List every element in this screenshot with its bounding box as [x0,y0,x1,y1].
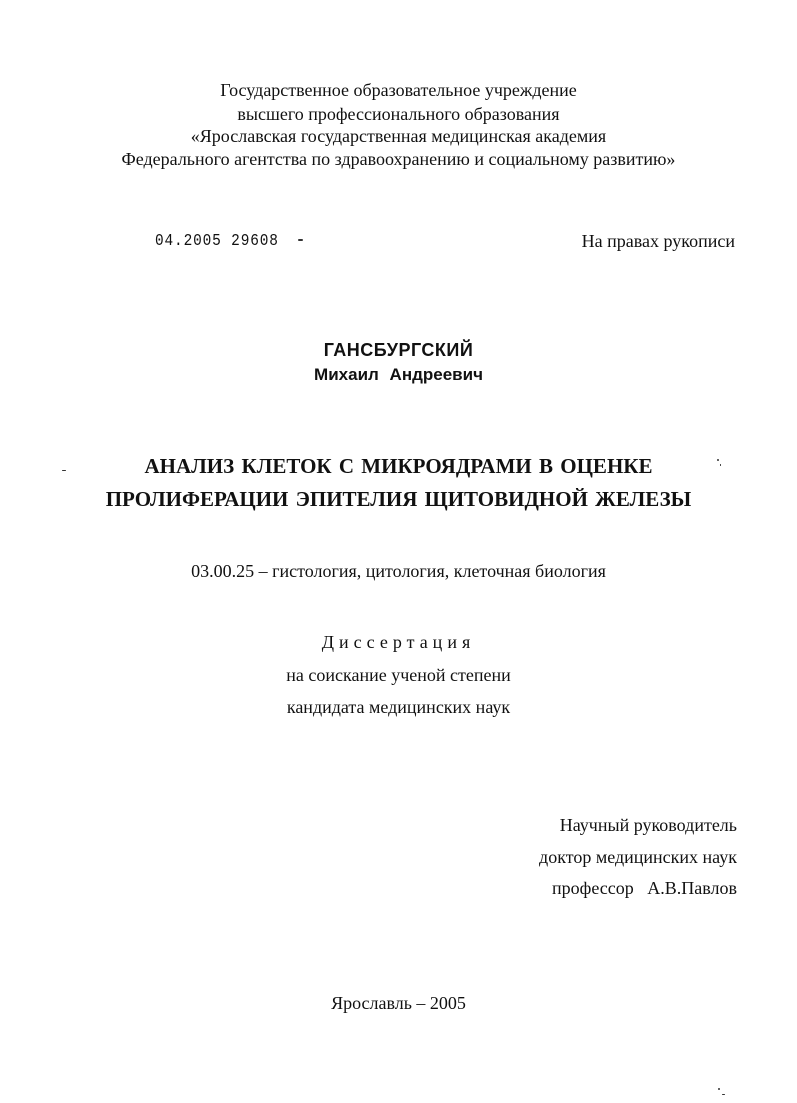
title-line-1: АНАЛИЗ КЛЕТОК С МИКРОЯДРАМИ В ОЦЕНКЕ [144,454,653,478]
scan-speck [722,1094,725,1095]
institution-line-2: высшего профессионального образования [237,104,560,124]
registry-number: 04.2005 29608 [155,232,279,251]
institution-line-3: «Ярославская государственная медицинская академия [190,126,607,146]
supervisor-degree: доктор медицинских наук [539,847,737,867]
dissertation-line-2: кандидата медицинских наук [286,697,511,717]
specialty: 03.00.25 – гистология, цитология, клеточная биология [191,561,606,581]
title-line-2: ПРОЛИФЕРАЦИИ ЭПИТЕЛИЯ ЩИТОВИДНОЙ ЖЕЛЕЗЫ [105,487,692,511]
scan-speck [718,1088,720,1090]
scan-speck [717,459,719,461]
supervisor-name: профессор А.В.Павлов [552,878,737,898]
supervisor-role: Научный руководитель [559,815,737,835]
institution-line-4: Федерального агентства по здравоохранению и социальному развитию» [121,149,676,169]
dissertation-heading: Диссертация [321,632,476,652]
dissertation-line-1: на соискание ученой степени [286,665,511,685]
rights-notice: На правах рукописи [581,231,735,251]
scan-speck [720,464,721,466]
author-last-name: ГАНСБУРГСКИЙ [323,340,474,360]
author-first-names: Михаил Андреевич [314,365,483,384]
city-year: Ярославль – 2005 [331,993,466,1013]
stamp-mark [298,239,303,241]
institution-line-1: Государственное образовательное учреждение [220,80,577,100]
scan-speck [62,470,66,471]
